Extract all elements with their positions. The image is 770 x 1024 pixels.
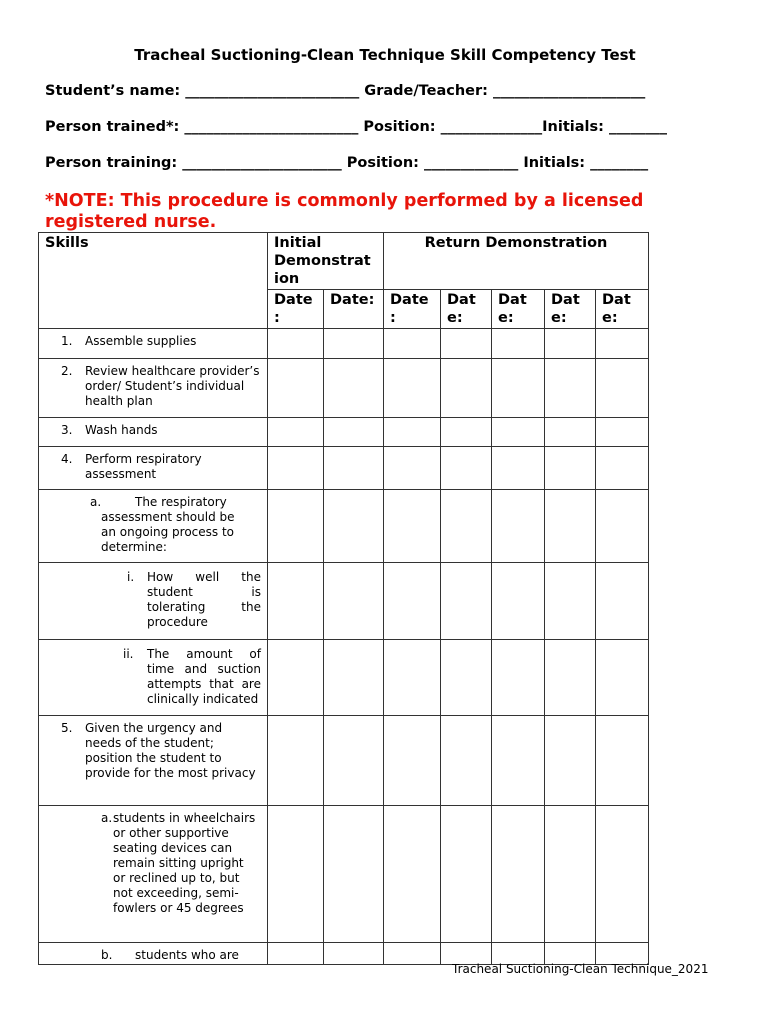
date-entry-cell[interactable] [384, 943, 441, 965]
skill-cell [39, 447, 268, 490]
date-header: Date : [268, 290, 324, 329]
person-trained-line: Person trained*: ________________________ Position: ______________Initials: ________ [45, 119, 667, 135]
date-entry-cell[interactable] [545, 418, 596, 447]
date-header: Dat e: [441, 290, 492, 329]
date-entry-cell[interactable] [545, 329, 596, 359]
date-entry-cell[interactable] [596, 359, 649, 418]
date-entry-cell[interactable] [545, 447, 596, 490]
skill-text: students in wheelchairs or other supportive seating devices can remain sitting upright or reclined up to, but not exceeding, semi-fowlers or 45 degrees [113, 811, 256, 915]
date-entry-cell[interactable] [384, 418, 441, 447]
skill-number: 5. [61, 721, 73, 735]
date-entry-cell[interactable] [596, 640, 649, 716]
date-entry-cell[interactable] [492, 329, 545, 359]
date-entry-cell[interactable] [441, 329, 492, 359]
date-entry-cell[interactable] [596, 716, 649, 806]
date-entry-cell[interactable] [441, 640, 492, 716]
table-row [39, 640, 649, 716]
date-entry-cell[interactable] [441, 490, 492, 563]
date-entry-cell[interactable] [545, 806, 596, 943]
skill-cell [39, 563, 268, 640]
skill-number: b. [101, 948, 113, 962]
date-entry-cell[interactable] [268, 447, 324, 490]
date-entry-cell[interactable] [545, 359, 596, 418]
skill-number: 2. [61, 364, 73, 378]
date-entry-cell[interactable] [324, 640, 384, 716]
skill-cell [39, 640, 268, 716]
date-header: Dat e: [492, 290, 545, 329]
table-row [39, 563, 649, 640]
date-entry-cell[interactable] [596, 418, 649, 447]
date-entry-cell[interactable] [545, 640, 596, 716]
date-header: Date: [324, 290, 384, 329]
person-training-line: Person training: ______________________ Position: _____________ Initials: ________ [45, 155, 649, 171]
table-row [39, 418, 649, 447]
date-entry-cell[interactable] [268, 716, 324, 806]
date-entry-cell[interactable] [441, 359, 492, 418]
table-row [39, 329, 649, 359]
skill-number: a. [90, 495, 102, 509]
date-entry-cell[interactable] [324, 447, 384, 490]
date-entry-cell[interactable] [324, 943, 384, 965]
date-entry-cell[interactable] [384, 716, 441, 806]
date-entry-cell[interactable] [268, 806, 324, 943]
date-entry-cell[interactable] [492, 490, 545, 563]
skill-number: ii. [123, 647, 134, 661]
date-entry-cell[interactable] [596, 563, 649, 640]
date-entry-cell[interactable] [324, 418, 384, 447]
date-entry-cell[interactable] [492, 806, 545, 943]
date-entry-cell[interactable] [324, 490, 384, 563]
skill-text: Given the urgency and needs of the student; position the student to provide for the most privacy [85, 721, 256, 780]
date-entry-cell[interactable] [384, 359, 441, 418]
date-entry-cell[interactable] [492, 563, 545, 640]
date-entry-cell[interactable] [384, 563, 441, 640]
skill-number: a. [101, 811, 113, 825]
table-row [39, 806, 649, 943]
skill-cell [39, 359, 268, 418]
date-entry-cell[interactable] [324, 716, 384, 806]
skill-number: 1. [61, 334, 73, 348]
date-entry-cell[interactable] [268, 359, 324, 418]
skill-number: 4. [61, 452, 73, 466]
table-row [39, 490, 649, 563]
date-entry-cell[interactable] [441, 418, 492, 447]
skill-cell [39, 490, 268, 563]
skill-number: i. [127, 570, 135, 584]
skill-cell [39, 716, 268, 806]
date-entry-cell[interactable] [268, 329, 324, 359]
skills-header: Skills [39, 233, 268, 329]
date-entry-cell[interactable] [268, 490, 324, 563]
table-row [39, 359, 649, 418]
date-entry-cell[interactable] [596, 490, 649, 563]
skill-text: How well the student is tolerating the procedure [147, 570, 261, 629]
skill-text: The respiratory assessment should be an ongoing process to determine: [101, 495, 235, 554]
date-header: Dat e: [545, 290, 596, 329]
skill-text: Assemble supplies [85, 334, 197, 348]
date-entry-cell[interactable] [492, 716, 545, 806]
date-entry-cell[interactable] [268, 943, 324, 965]
date-entry-cell[interactable] [384, 640, 441, 716]
date-entry-cell[interactable] [268, 563, 324, 640]
date-header: Dat e: [596, 290, 649, 329]
skill-cell [39, 418, 268, 447]
date-entry-cell[interactable] [596, 329, 649, 359]
date-entry-cell[interactable] [441, 806, 492, 943]
date-entry-cell[interactable] [441, 563, 492, 640]
date-entry-cell[interactable] [268, 418, 324, 447]
date-header: Date : [384, 290, 441, 329]
date-entry-cell[interactable] [545, 490, 596, 563]
date-entry-cell[interactable] [492, 359, 545, 418]
date-entry-cell[interactable] [384, 806, 441, 943]
date-entry-cell[interactable] [441, 716, 492, 806]
skill-text: The amount of time and suction attempts that are clinically indicated [147, 647, 261, 706]
skill-text: Review healthcare provider’s order/ Student’s individual health plan [85, 364, 260, 408]
skill-text: Perform respiratory assessment [85, 452, 202, 481]
student-name-line: Student’s name: ________________________ Grade/Teacher: _____________________ [45, 83, 646, 99]
date-entry-cell[interactable] [324, 359, 384, 418]
date-entry-cell[interactable] [384, 447, 441, 490]
date-entry-cell[interactable] [492, 418, 545, 447]
date-entry-cell[interactable] [596, 447, 649, 490]
return-demonstration-header: Return Demonstration [384, 233, 649, 290]
date-entry-cell[interactable] [545, 716, 596, 806]
table-row [39, 447, 649, 490]
date-entry-cell[interactable] [268, 640, 324, 716]
date-entry-cell[interactable] [545, 563, 596, 640]
table-row [39, 716, 649, 806]
skill-text: Wash hands [85, 423, 158, 437]
competency-table [38, 232, 649, 965]
skill-text: students who are [135, 948, 239, 962]
rn-note: *NOTE: This procedure is commonly performed by a licensed registered nurse. [45, 191, 644, 232]
date-entry-cell[interactable] [324, 563, 384, 640]
date-entry-cell[interactable] [441, 447, 492, 490]
footer-text: Tracheal Suctioning-Clean Technique_2021 [452, 962, 709, 976]
initial-demonstration-header: Initial Demonstrat ion [268, 233, 384, 290]
date-entry-cell[interactable] [324, 806, 384, 943]
date-entry-cell[interactable] [384, 329, 441, 359]
date-entry-cell[interactable] [596, 806, 649, 943]
skill-number: 3. [61, 423, 73, 437]
date-entry-cell[interactable] [492, 640, 545, 716]
skill-cell [39, 806, 268, 943]
date-entry-cell[interactable] [384, 490, 441, 563]
skill-cell [39, 329, 268, 359]
skill-cell [39, 943, 268, 965]
date-entry-cell[interactable] [492, 447, 545, 490]
date-entry-cell[interactable] [324, 329, 384, 359]
page-title: Tracheal Suctioning-Clean Technique Skill Competency Test [134, 46, 636, 64]
